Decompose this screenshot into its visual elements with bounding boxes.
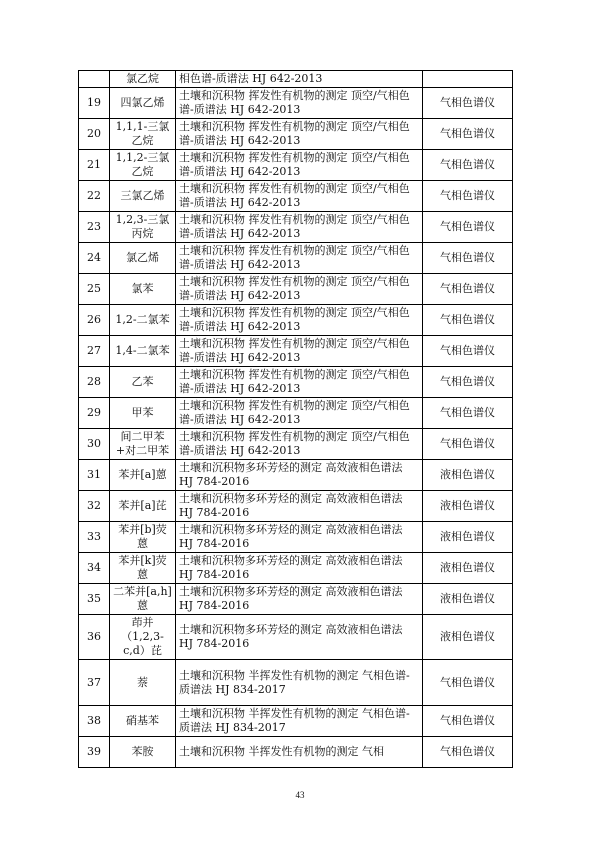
instrument-name: 液相色谱仪 (423, 491, 513, 522)
instrument-name (423, 71, 513, 88)
instrument-name: 液相色谱仪 (423, 460, 513, 491)
row-number: 24 (79, 243, 110, 274)
pollutant-name: 苯并[b]荧蒽 (110, 522, 176, 553)
test-method: 土壤和沉积物 挥发性有机物的测定 顶空/气相色谱-质谱法 HJ 642-2013 (176, 367, 423, 398)
pollutant-name: 苯胺 (110, 737, 176, 768)
pollutant-name: 间二甲苯+对二甲苯 (110, 429, 176, 460)
test-method: 土壤和沉积物 挥发性有机物的测定 顶空/气相色谱-质谱法 HJ 642-2013 (176, 212, 423, 243)
test-method: 土壤和沉积物 挥发性有机物的测定 顶空/气相色谱-质谱法 HJ 642-2013 (176, 243, 423, 274)
instrument-name: 气相色谱仪 (423, 305, 513, 336)
table-row (79, 429, 513, 460)
table-row (79, 212, 513, 243)
table-row (79, 119, 513, 150)
instrument-name: 气相色谱仪 (423, 212, 513, 243)
row-number: 21 (79, 150, 110, 181)
pollutant-name: 1,4-二氯苯 (110, 336, 176, 367)
test-method: 土壤和沉积物 半挥发性有机物的测定 气相色谱-质谱法 HJ 834-2017 (176, 706, 423, 737)
instrument-name: 液相色谱仪 (423, 522, 513, 553)
table-row (79, 737, 513, 768)
pollutant-name: 氯乙烯 (110, 243, 176, 274)
row-number: 26 (79, 305, 110, 336)
instrument-name: 气相色谱仪 (423, 336, 513, 367)
instrument-name: 气相色谱仪 (423, 243, 513, 274)
pollutant-name: 氯乙烷 (110, 71, 176, 88)
row-number: 35 (79, 584, 110, 615)
row-number: 23 (79, 212, 110, 243)
instrument-name: 液相色谱仪 (423, 615, 513, 660)
pollutant-name: 1,1,1-三氯乙烷 (110, 119, 176, 150)
table-row (79, 706, 513, 737)
test-method: 土壤和沉积物 挥发性有机物的测定 顶空/气相色谱-质谱法 HJ 642-2013 (176, 119, 423, 150)
instrument-name: 气相色谱仪 (423, 150, 513, 181)
row-number: 28 (79, 367, 110, 398)
table-row (79, 336, 513, 367)
table-row (79, 660, 513, 706)
table-row (79, 274, 513, 305)
test-method: 相色谱-质谱法 HJ 642-2013 (176, 71, 423, 88)
test-method: 土壤和沉积物 挥发性有机物的测定 顶空/气相色谱-质谱法 HJ 642-2013 (176, 429, 423, 460)
table-row (79, 584, 513, 615)
table-body (79, 71, 513, 768)
row-number: 27 (79, 336, 110, 367)
test-method: 土壤和沉积物 半挥发性有机物的测定 气相 (176, 737, 423, 768)
row-number: 20 (79, 119, 110, 150)
row-number: 31 (79, 460, 110, 491)
table-row (79, 71, 513, 88)
table-row (79, 491, 513, 522)
instrument-name: 气相色谱仪 (423, 274, 513, 305)
test-method: 土壤和沉积物 挥发性有机物的测定 顶空/气相色谱-质谱法 HJ 642-2013 (176, 181, 423, 212)
test-method: 土壤和沉积物多环芳烃的测定 高效液相色谱法 HJ 784-2016 (176, 522, 423, 553)
test-method: 土壤和沉积物 挥发性有机物的测定 顶空/气相色谱-质谱法 HJ 642-2013 (176, 305, 423, 336)
test-method: 土壤和沉积物 挥发性有机物的测定 顶空/气相色谱-质谱法 HJ 642-2013 (176, 150, 423, 181)
row-number: 19 (79, 88, 110, 119)
pollutant-name: 1,1,2-三氯乙烷 (110, 150, 176, 181)
instrument-name: 气相色谱仪 (423, 429, 513, 460)
instrument-name: 液相色谱仪 (423, 584, 513, 615)
instrument-name: 气相色谱仪 (423, 88, 513, 119)
row-number: 32 (79, 491, 110, 522)
instrument-name: 气相色谱仪 (423, 367, 513, 398)
table-row (79, 367, 513, 398)
row-number: 39 (79, 737, 110, 768)
test-method: 土壤和沉积物 挥发性有机物的测定 顶空/气相色谱-质谱法 HJ 642-2013 (176, 398, 423, 429)
instrument-name: 气相色谱仪 (423, 660, 513, 706)
row-number (79, 71, 110, 88)
pollutant-name: 硝基苯 (110, 706, 176, 737)
table-row (79, 615, 513, 660)
row-number: 29 (79, 398, 110, 429)
instrument-name: 气相色谱仪 (423, 398, 513, 429)
instrument-name: 液相色谱仪 (423, 553, 513, 584)
pollutant-name: 三氯乙烯 (110, 181, 176, 212)
row-number: 33 (79, 522, 110, 553)
pollutant-name: 二苯并[a,h]蒽 (110, 584, 176, 615)
table-row (79, 150, 513, 181)
pollutant-name: 茚并（1,2,3-c,d）芘 (110, 615, 176, 660)
table-row (79, 460, 513, 491)
instrument-name: 气相色谱仪 (423, 737, 513, 768)
table-row (79, 522, 513, 553)
page-number: 43 (295, 790, 305, 800)
test-method: 土壤和沉积物多环芳烃的测定 高效液相色谱法 HJ 784-2016 (176, 615, 423, 660)
test-method: 土壤和沉积物多环芳烃的测定 高效液相色谱法 HJ 784-2016 (176, 491, 423, 522)
row-number: 38 (79, 706, 110, 737)
pollutant-name: 四氯乙烯 (110, 88, 176, 119)
test-method: 土壤和沉积物多环芳烃的测定 高效液相色谱法 HJ 784-2016 (176, 460, 423, 491)
table-row (79, 398, 513, 429)
test-method: 土壤和沉积物 挥发性有机物的测定 顶空/气相色谱-质谱法 HJ 642-2013 (176, 336, 423, 367)
pollutant-name: 1,2-二氯苯 (110, 305, 176, 336)
row-number: 36 (79, 615, 110, 660)
table-row (79, 243, 513, 274)
instrument-name: 气相色谱仪 (423, 181, 513, 212)
pollutant-name: 1,2,3-三氯丙烷 (110, 212, 176, 243)
row-number: 25 (79, 274, 110, 305)
table-row (79, 181, 513, 212)
test-method: 土壤和沉积物多环芳烃的测定 高效液相色谱法 HJ 784-2016 (176, 584, 423, 615)
row-number: 30 (79, 429, 110, 460)
table-row (79, 88, 513, 119)
pollutant-name: 氯苯 (110, 274, 176, 305)
pollutant-name: 苯并[k]荧蒽 (110, 553, 176, 584)
pollutant-name: 苯并[a]蒽 (110, 460, 176, 491)
pollutant-name: 苯并[a]芘 (110, 491, 176, 522)
row-number: 22 (79, 181, 110, 212)
pollutant-name: 萘 (110, 660, 176, 706)
table-row (79, 305, 513, 336)
row-number: 34 (79, 553, 110, 584)
instrument-name: 气相色谱仪 (423, 706, 513, 737)
pollutant-name: 甲苯 (110, 398, 176, 429)
test-method: 土壤和沉积物 挥发性有机物的测定 顶空/气相色谱-质谱法 HJ 642-2013 (176, 274, 423, 305)
instrument-name: 气相色谱仪 (423, 119, 513, 150)
analysis-methods-table (78, 70, 513, 768)
pollutant-name: 乙苯 (110, 367, 176, 398)
table-row (79, 553, 513, 584)
test-method: 土壤和沉积物 半挥发性有机物的测定 气相色谱-质谱法 HJ 834-2017 (176, 660, 423, 706)
test-method: 土壤和沉积物多环芳烃的测定 高效液相色谱法 HJ 784-2016 (176, 553, 423, 584)
test-method: 土壤和沉积物 挥发性有机物的测定 顶空/气相色谱-质谱法 HJ 642-2013 (176, 88, 423, 119)
row-number: 37 (79, 660, 110, 706)
